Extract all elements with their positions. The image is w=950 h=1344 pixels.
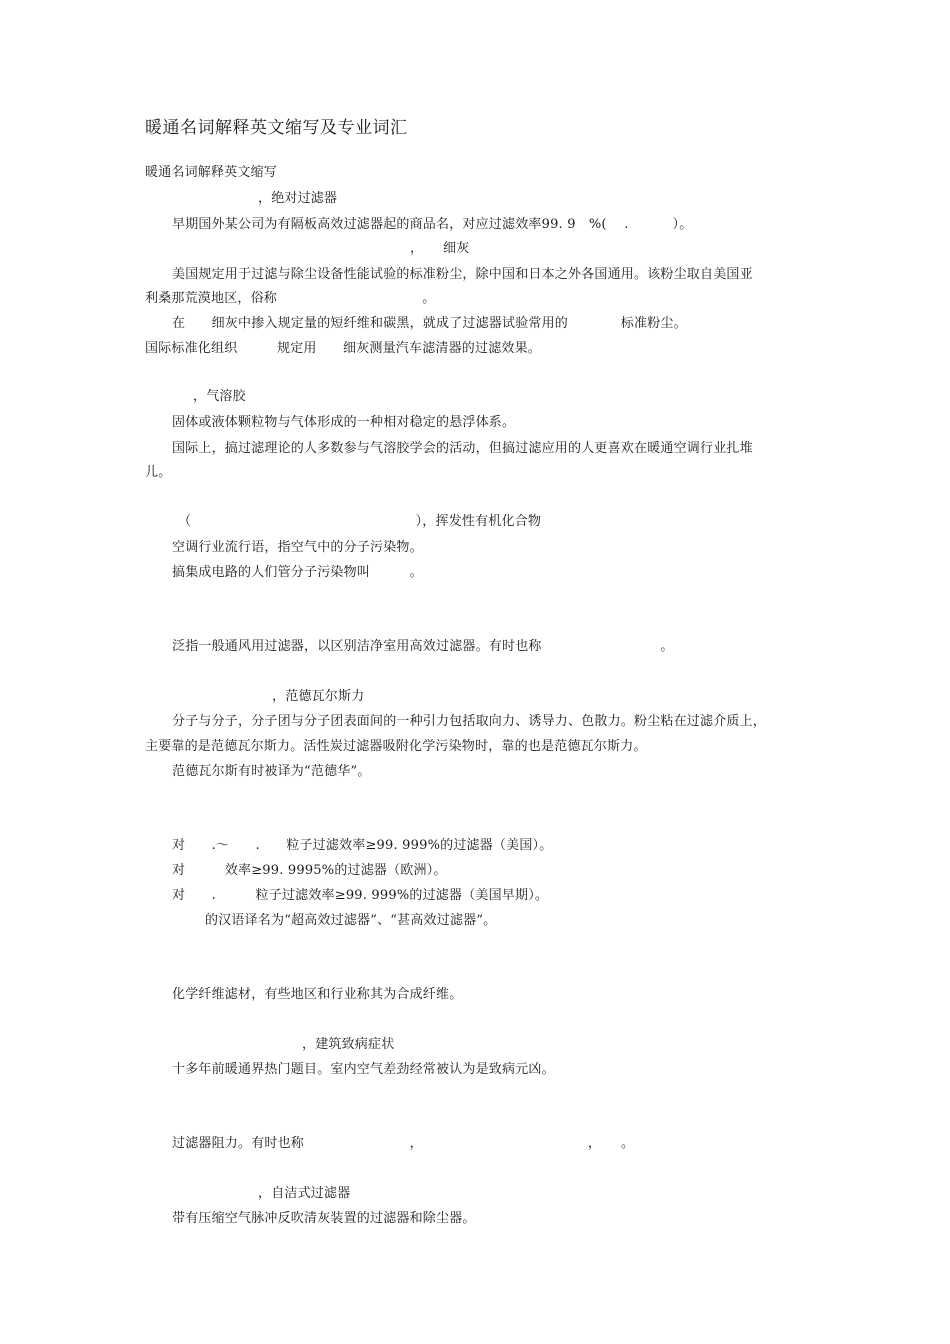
paragraph-line: 国际上，搞过滤理论的人多数参与气溶胶学会的活动，但搞过滤应用的人更喜欢在暖通空调行业扎堆 (172, 441, 753, 456)
paragraph-line: 对 效率≥99. 9995%的过滤器（欧洲）。 (172, 863, 447, 878)
document-title: 暖通名词解释英文缩写及专业词汇 (145, 118, 408, 138)
paragraph-line: 的汉语译名为“超高效过滤器”、“甚高效过滤器”。 (205, 913, 497, 928)
paragraph-line: 美国规定用于过滤与除尘设备性能试验的标准粉尘，除中国和日本之外各国通用。该粉尘取自美国亚 (172, 267, 753, 282)
term-heading: ，建筑致病症状 (302, 1037, 395, 1052)
paragraph-line: 对 .～ . 粒子过滤效率≥99. 999%的过滤器（美国）。 (172, 838, 553, 853)
term-heading: ，范德瓦尔斯力 (272, 689, 365, 704)
paragraph-line: 固体或液体颗粒物与气体形成的一种相对稳定的悬浮体系。 (172, 415, 516, 430)
paragraph-line: 利桑那荒漠地区，俗称 。 (145, 291, 436, 306)
paragraph-line: 儿。 (145, 465, 172, 480)
paragraph-line: 早期国外某公司为有隔板高效过滤器起的商品名，对应过滤效率99. 9 %( . ）。 (172, 217, 693, 232)
paragraph-line: 在 细灰中掺入规定量的短纤维和碳黑，就成了过滤器试验常用的 标准粉尘。 (172, 316, 687, 331)
paragraph-line: 过滤器阻力。有时也称 ， ， 。 (172, 1136, 635, 1151)
paragraph-line: 化学纤维滤材，有些地区和行业称其为合成纤维。 (172, 987, 463, 1002)
paragraph-line: 国际标准化组织 规定用 细灰测量汽车滤清器的过滤效果。 (145, 341, 542, 356)
section-heading: 暖通名词解释英文缩写 (145, 165, 278, 180)
term-heading: ， 细灰 (410, 241, 470, 256)
paragraph-line: 分子与分子，分子团与分子团表面间的一种引力包括取向力、诱导力、色散力。粉尘粘在过滤介质上， (172, 714, 767, 729)
paragraph-line: 搞集成电路的人们管分子污染物叫 。 (172, 565, 423, 580)
paragraph-line: 十多年前暖通界热门题目。室内空气差劲经常被认为是致病元凶。 (172, 1062, 555, 1077)
term-heading: ，气溶胶 (193, 389, 246, 404)
paragraph-line: 泛指一般通风用过滤器，以区别洁净室用高效过滤器。有时也称 。 (172, 639, 674, 654)
term-heading: ，绝对过滤器 (258, 191, 338, 206)
term-heading: （ ），挥发性有机化合物 (178, 514, 542, 529)
paragraph-line: 对 . 粒子过滤效率≥99. 999%的过滤器（美国早期）。 (172, 888, 549, 903)
paragraph-line: 范德瓦尔斯有时被译为“范德华”。 (172, 764, 371, 779)
paragraph-line: 带有压缩空气脉冲反吹清灰装置的过滤器和除尘器。 (172, 1211, 476, 1226)
term-heading: ，自洁式过滤器 (258, 1186, 351, 1201)
paragraph-line: 空调行业流行语，指空气中的分子污染物。 (172, 540, 423, 555)
paragraph-line: 主要靠的是范德瓦尔斯力。活性炭过滤器吸附化学污染物时，靠的也是范德瓦尔斯力。 (145, 739, 647, 754)
